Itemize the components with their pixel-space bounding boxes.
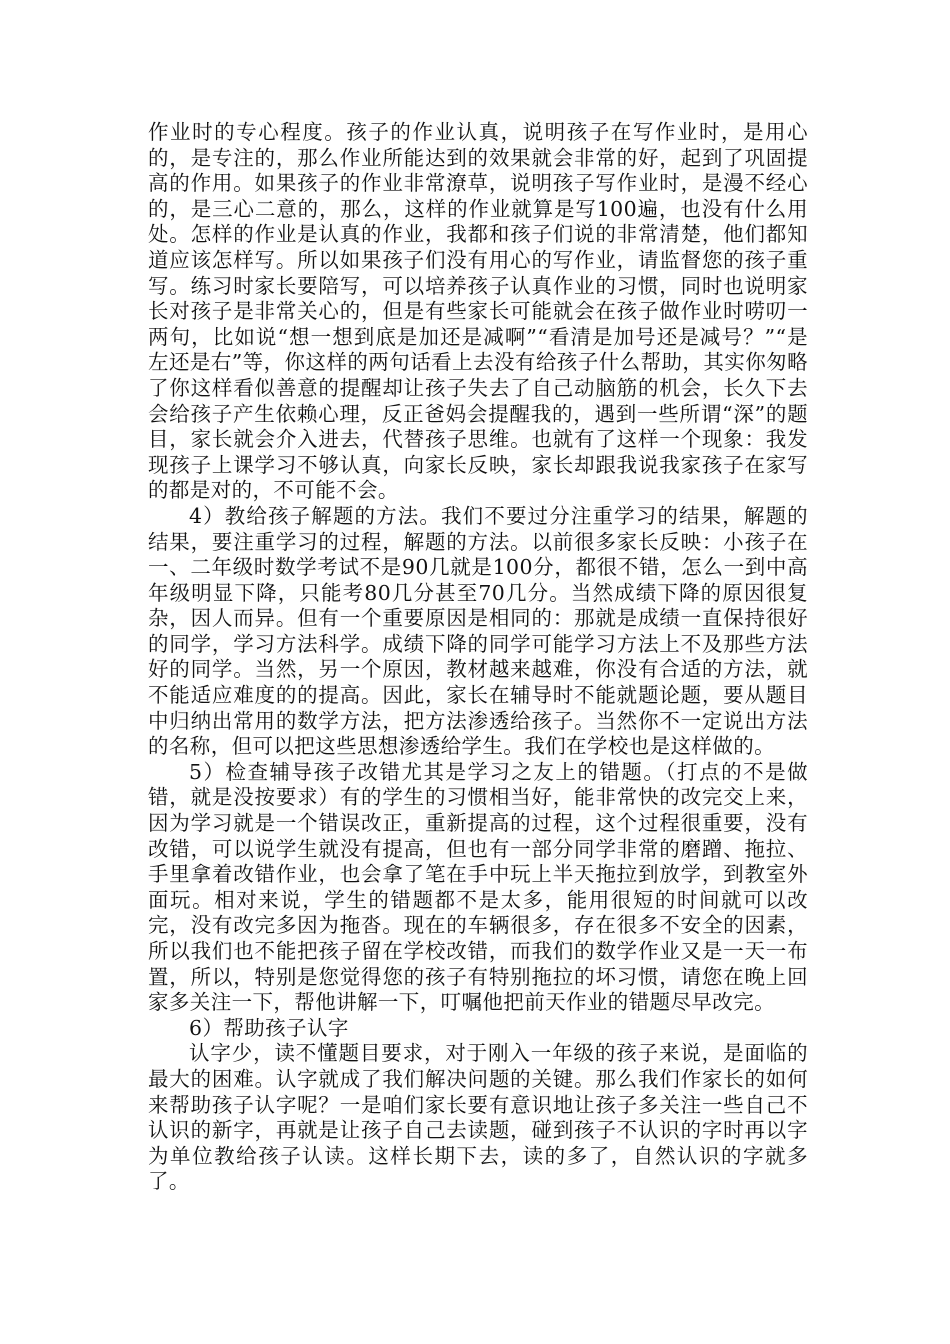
paragraph-correct-mistakes: 5）检查辅导孩子改错尤其是学习之友上的错题。（打点的不是做错，就是没按要求）有的学生的习惯相当好，能非常快的改完交上来，因为学习就是一个错误改正，重新提高的过程，这个过程很重要，没有改错，可以说学生就没有提高，但也有一部分同学非常的磨蹭、拖拉、手里拿着改错作业，也会拿了笔在手中玩上半天拖拉到放学，到教室外面玩。相对来说，学生的错题都不是太多，能用很短的时间就可以改完，没有改完多因为拖沓。现在的车辆很多，存在很多不安全的因素，所以我们也不能把孩子留在学校改错，而我们的数学作业又是一天一布置，所以，特别是您觉得您的孩子有特别拖拉的坏习惯，请您在晚上回家多关注一下，帮他讲解一下，叮嘱他把前天作业的错题尽早改完。 <box>148 759 808 1015</box>
paragraph-homework-focus: 作业时的专心程度。孩子的作业认真，说明孩子在写作业时，是用心的，是专注的，那么作业所能达到的效果就会非常的好，起到了巩固提高的作用。如果孩子的作业非常潦草，说明孩子写作业时，是漫不经心的，是三心二意的，那么，这样的作业就算是写100遍，也没有什么用处。怎样的作业是认真的作业，我都和孩子们说的非常清楚，他们都知道应该怎样写。所以如果孩子们没有用心的写作业，请监督您的孩子重写。练习时家长要陪写，可以培养孩子认真作业的习惯，同时也说明家长对孩子是非常关心的，但是有些家长可能就会在孩子做作业时唠叨一两句，比如说“想一想到底是加还是减啊”“看清是加号还是减号？”“是左还是右”等，你这样的两句话看上去没有给孩子什么帮助，其实你匆略了你这样看似善意的提醒却让孩子失去了自己动脑筋的机会，长久下去会给孩子产生依赖心理，反正爸妈会提醒我的，遇到一些所谓“深”的题目，家长就会介入进去，代替孩子思维。也就有了这样一个现象：我发现孩子上课学习不够认真，向家长反映，家长却跟我说我家孩子在家写的都是对的，不可能不会。 <box>148 120 808 503</box>
paragraph-heading-recognize-characters: 6）帮助孩子认字 <box>189 1015 349 1040</box>
document-body <box>148 120 808 1195</box>
paragraph-recognize-characters: 认字少，读不懂题目要求，对于刚入一年级的孩子来说，是面临的最大的困难。认字就成了我们解决问题的关键。那么我们作家长的如何来帮助孩子认字呢？一是咱们家长要有意识地让孩子多关注一些自己不认识的新字，再就是让孩子自己去读题，碰到孩子不认识的字时再以字为单位教给孩子认读。这样长期下去，读的多了，自然认识的字就多了。 <box>148 1041 808 1194</box>
paragraph-teach-methods: 4）教给孩子解题的方法。我们不要过分注重学习的结果，解题的结果，要注重学习的过程，解题的方法。以前很多家长反映：小孩子在一、二年级时数学考试不是90几就是100分，都很不错，怎么一到中高年级明显下降，只能考80几分甚至70几分。当然成绩下降的原因很复杂，因人而异。但有一个重要原因是相同的：那就是成绩一直保持很好的同学，学习方法科学。成绩下降的同学可能学习方法上不及那些方法好的同学。当然，另一个原因，教材越来越难，你没有合适的方法，就不能适应难度的的提高。因此，家长在辅导时不能就题论题，要从题目中归纳出常用的数学方法，把方法渗透给孩子。当然你不一定说出方法的名称，但可以把这些思想渗透给学生。我们在学校也是这样做的。 <box>148 503 808 759</box>
